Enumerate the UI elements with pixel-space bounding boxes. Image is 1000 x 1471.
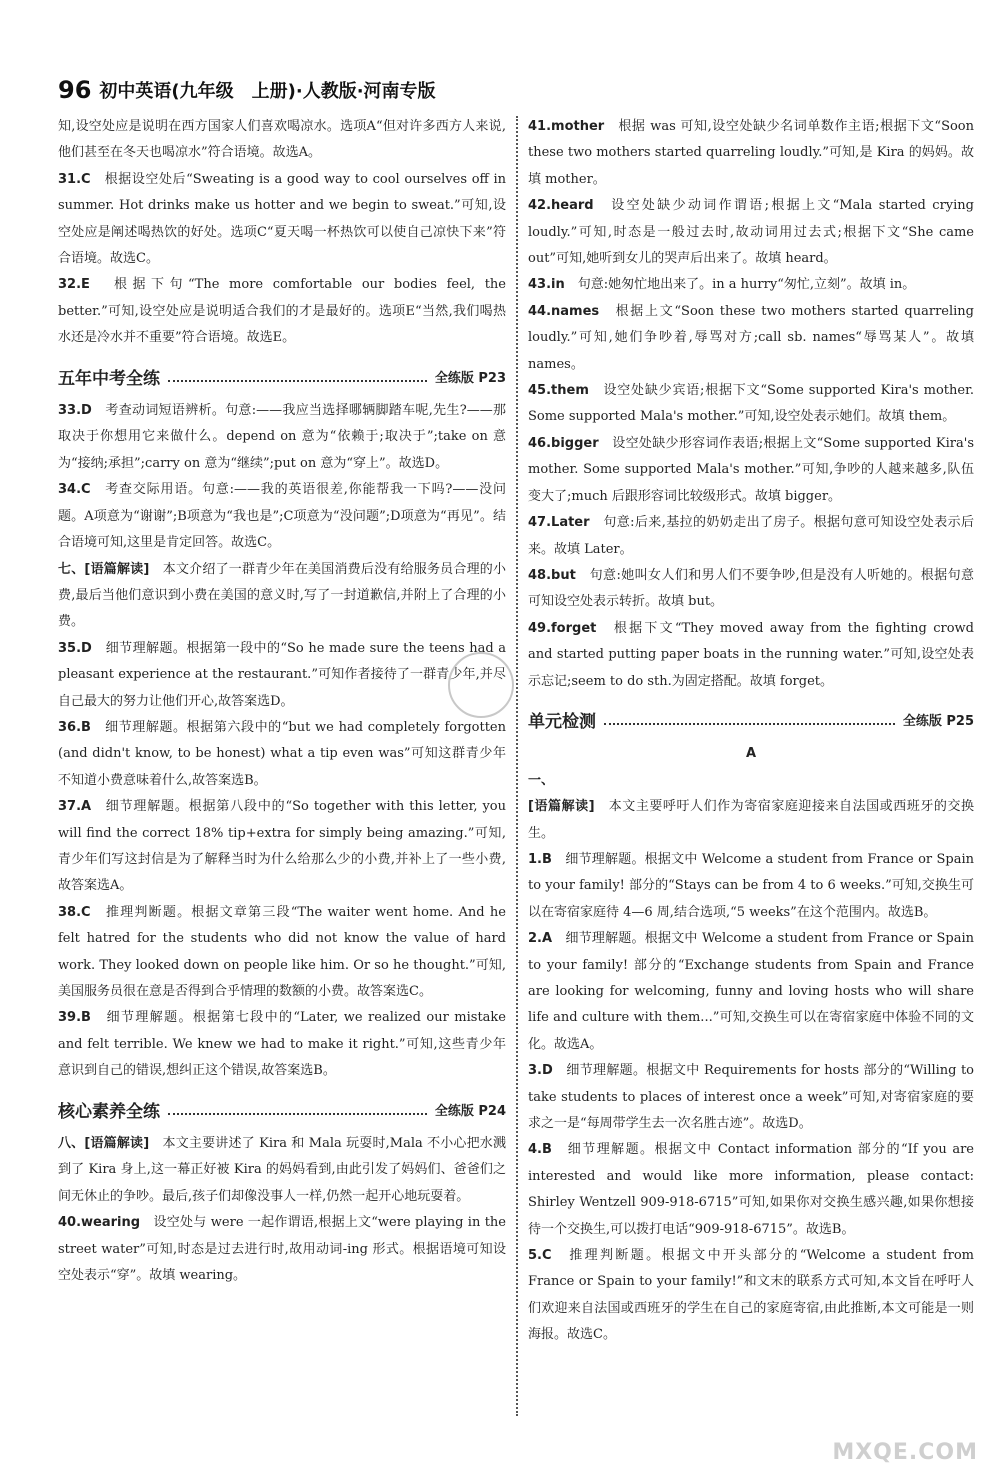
section-tag: 七、[语篇解读] — [58, 561, 163, 577]
explanation-text: 句意:后来,基拉的奶奶走出了房子。根据句意可知设空处表示后来。故填 Later。 — [528, 515, 974, 557]
answer-number: 45.them — [528, 383, 604, 399]
answer-number: 43.in — [528, 277, 578, 293]
answer-item — [58, 477, 506, 556]
section-tag: 一、 — [528, 772, 561, 788]
explanation-text: 考查动词短语辨析。句意:——我应当选择哪辆脚踏车呢,先生?——那取决于你想用它来做什么。depend on 意为“依赖于;取决于”;take on 意为“接纳;承担”;carry on 意为“继续”;put on 意为“穿上”。故选D。 — [58, 403, 506, 471]
answer-item — [58, 1210, 506, 1289]
section-title: 五年中考全练 — [58, 368, 160, 389]
answer-number: 32.E — [58, 277, 114, 293]
answer-item — [528, 616, 974, 695]
answer-number: 38.C — [58, 904, 106, 920]
explanation-text: 根据上文“Soon these two mothers started quarreling loudly.”可知,她们争吵着,辱骂对方;call sb. names“辱骂某人”。故填 names。 — [528, 303, 974, 372]
answer-number: 46.bigger — [528, 435, 613, 451]
leader-dots — [604, 723, 895, 725]
answer-item — [528, 510, 974, 563]
answer-number: 2.A — [528, 931, 566, 947]
answer-number: 47.Later — [528, 515, 604, 531]
answer-item — [58, 167, 506, 273]
answer-number: 5.C — [528, 1248, 570, 1264]
explanation-text: 推理判断题。根据文章第三段“The waiter went home. And he felt hatred for the students who did not know the value of hard work. They looked down on people like him. Or so he thought.”可知,美国服务员很在意是否得到合乎情理的数额的小费。故答案选C。 — [58, 904, 506, 999]
explanation-text: 知,设空处应是说明在西方国家人们喜欢喝凉水。选项A“但对许多西方人来说,他们甚至在冬天也喝凉水”符合语境。故选A。 — [58, 119, 506, 161]
answer-number: 36.B — [58, 719, 106, 735]
answer-item — [58, 900, 506, 1006]
left-column — [58, 114, 506, 1289]
section-page-ref: 全练版 P25 — [902, 713, 974, 729]
answer-number: 37.A — [58, 799, 106, 815]
answer-number: 33.D — [58, 403, 106, 419]
answer-number: 42.heard — [528, 198, 612, 214]
explanation-text: 推理判断题。根据文中开头部分的“Welcome a student from France or Spain to your family!”和文末的联系方式可知,本文旨在呼吁人们欢迎来自法国或西班牙的学生在自己的家庭寄宿,由此推断,本文可能是一则海报。故选C。 — [528, 1248, 974, 1343]
answer-item — [528, 272, 974, 298]
right-column — [528, 114, 974, 1349]
answer-item — [58, 114, 506, 167]
answer-number: 39.B — [58, 1010, 107, 1026]
answer-item — [528, 1137, 974, 1243]
watermark-text: MXQE.COM — [832, 1440, 978, 1465]
answer-number: 1.B — [528, 851, 566, 867]
answer-number: 34.C — [58, 482, 106, 498]
answer-item — [528, 847, 974, 926]
section-heading — [58, 1099, 506, 1125]
explanation-text: 根据下句“The more comfortable our bodies feel, the better.”可知,设空处应是说明适合我们的才是最好的。选项E“当然,我们喝热水还是冷水并不重要”符合语境。故选E。 — [58, 277, 506, 346]
answer-number: 40.wearing — [58, 1215, 154, 1231]
explanation-text: 句意:她叫女人们和男人们不要争吵,但是没有人听她的。根据句意可知设空处表示转折。故填 but。 — [528, 567, 974, 610]
answer-item — [528, 114, 974, 193]
page-number: 96 — [58, 76, 92, 104]
explanation-text: 设空处与 were 一起作谓语,根据上文“were playing in the street water”可知,时态是过去进行时,故用动词-ing 形式。根据语境可知设空处表示“穿”。故填 wearing。 — [58, 1215, 506, 1284]
answer-item — [58, 636, 506, 715]
section-heading — [58, 366, 506, 392]
explanation-text: 句意:她匆忙地出来了。in a hurry“匆忙,立刻”。故填 in。 — [577, 277, 916, 293]
answer-item — [58, 1131, 506, 1210]
answer-item — [58, 1005, 506, 1084]
answer-item — [528, 926, 974, 1058]
answer-item — [528, 768, 974, 794]
answer-number: 49.forget — [528, 620, 614, 636]
explanation-text: 细节理解题。根据第七段中的“Later, we realized our mistake and felt terrible. We knew we had to make it right.”可知,这些青少年意识到自己的错误,想纠正这个错误,故答案选B。 — [58, 1010, 506, 1079]
explanation-text: 设空处缺少宾语;根据下文“Some supported Kira's mother. Some supported Mala's mother.”可知,设空处表示她们。故填 them。 — [528, 383, 974, 425]
explanation-text: 设空处缺少形容词作表语;根据上文“Some supported Kira's mother. Some supported Mala's mother.”可知,争吵的人越来越多,队伍变大了;much 后跟形容词比较级形式。故填 bigger。 — [528, 435, 974, 504]
answer-item — [528, 431, 974, 510]
explanation-text: 设空处缺少动词作谓语;根据上文“Mala started crying loudly.”可知,时态是一般过去时,故动词用过去式;根据下文“She came out”可知,她听到女儿的哭声后出来了。故填 heard。 — [528, 198, 974, 267]
explanation-text: 考查交际用语。句意:——我的英语很差,你能帮我一下吗?——没问题。A项意为“谢谢”;B项意为“我也是”;C项意为“没问题”;D项意为“再见”。结合语境可知,这里是肯定回答。故选C。 — [58, 482, 507, 551]
leader-dots — [168, 380, 427, 382]
section-title: 核心素养全练 — [58, 1101, 160, 1122]
answer-number: 3.D — [528, 1063, 567, 1079]
explanation-text: 细节理解题。根据文中 Contact information 部分的“If you are interested and would like more information, please contact: Shirley Wentzell 909-918-6715”可知,如果你对交换生感兴趣,如果你想接待一个交换生,可以拨打电话“909-918-6715”。故选B。 — [528, 1142, 974, 1237]
answer-number: 44.names — [528, 303, 616, 319]
explanation-text: 本文介绍了一群青少年在美国消费后没有给服务员合理的小费,最后当他们意识到小费在美国的意义时,写了一封道歉信,并附上了合理的小费。 — [58, 561, 506, 630]
section-tag: 八、[语篇解读] — [58, 1136, 163, 1152]
leader-dots — [168, 1113, 427, 1115]
answer-number: 31.C — [58, 171, 105, 187]
section-title: 单元检测 — [528, 711, 596, 732]
explanation-text: 本文主要呼吁人们作为寄宿家庭迎接来自法国或西班牙的交换生。 — [528, 799, 974, 841]
answer-item — [58, 715, 506, 794]
answer-item — [58, 398, 506, 477]
book-title: 初中英语(九年级 上册)·人教版·河南专版 — [99, 81, 436, 102]
answer-item — [528, 563, 974, 616]
explanation-text: 根据设空处后“Sweating is a good way to cool ourselves off in summer. Hot drinks make us hotter and we begin to sweat.”可知,设空处应是阐述喝热饮的好处。选项C“夏天喝一杯热饮可以使自己凉快下来”符合语境。故选C。 — [58, 171, 506, 267]
answer-number: 48.but — [528, 567, 590, 583]
explanation-text: 根据下文“They moved away from the fighting crowd and started putting paper boats in the running water.”可知,设空处表示忘记;seem to do sth.为固定搭配。故填 forget。 — [528, 620, 974, 689]
passage-label: A — [745, 746, 757, 762]
answer-item — [528, 794, 974, 847]
section-page-ref: 全练版 P24 — [434, 1103, 506, 1119]
answer-item — [528, 378, 974, 431]
answer-item — [58, 794, 506, 900]
explanation-text: 细节理解题。根据文中 Welcome a student from France or Spain to your family! 部分的“Stays can be from 4 to 6 weeks.”可知,交换生可以在寄宿家庭待 4—6 周,结合选项,“5 weeks”在这个范围内。故选B。 — [528, 851, 974, 920]
column-divider — [516, 116, 518, 1416]
explanation-text: 细节理解题。根据文中 Requirements for hosts 部分的“Willing to take students to places of interest once a week”可知,对寄宿家庭的要求之一是“每周带学生去一次名胜古迹”。故选D。 — [528, 1063, 974, 1132]
answer-item — [58, 272, 506, 351]
explanation-text: 本文主要讲述了 Kira 和 Mala 玩耍时,Mala 不小心把水溅到了 Kira 身上,这一幕正好被 Kira 的妈妈看到,由此引发了妈妈们、爸爸们之间无休止的争吵。最后,孩子们却像没事人一样,仍然一起开心地玩耍着。 — [58, 1136, 506, 1204]
answer-item — [528, 1243, 974, 1349]
section-tag: [语篇解读] — [528, 799, 609, 815]
answer-item — [528, 299, 974, 378]
page-header — [58, 72, 436, 108]
explanation-text: 细节理解题。根据第八段中的“So together with this letter, you will find the correct 18% tip+extra for simply being amazing.”可知,青少年们写这封信是为了解释当时为什么给那么少的小费,并补上了一些小费,故答案选A。 — [58, 799, 507, 894]
answer-number: 35.D — [58, 640, 106, 656]
answer-item — [58, 557, 506, 636]
explanation-text: 细节理解题。根据文中 Welcome a student from France or Spain to your family! 部分的“Exchange students from Spain and France are looking for welcoming, funny and loving hosts who will share life and culture with them...”可知,交换生可以在寄宿家庭中体验不同的文化。故选A。 — [528, 931, 975, 1052]
answer-item — [528, 193, 974, 272]
explanation-text: 细节理解题。根据第六段中的“but we had completely forgotten (and didn't know, to be honest) what a tip even was”可知这群青少年不知道小费意味着什么,故答案选B。 — [58, 719, 506, 788]
answer-item — [528, 1058, 974, 1137]
watermark-stamp — [448, 652, 514, 718]
explanation-text: 细节理解题。根据第一段中的“So he made sure the teens had a pleasant experience at the restaurant.”可知作者接待了一群青少年,并尽自己最大的努力让他们开心,故答案选D。 — [58, 640, 506, 709]
section-page-ref: 全练版 P23 — [434, 370, 506, 386]
answer-number: 4.B — [528, 1142, 568, 1158]
answer-number: 41.mother — [528, 119, 619, 134]
explanation-text: 根据 was 可知,设空处缺少名词单数作主语;根据下文“Soon these two mothers started quarreling loudly.”可知,是 Kira 的妈妈。故填 mother。 — [528, 119, 974, 187]
section-heading — [528, 709, 974, 735]
